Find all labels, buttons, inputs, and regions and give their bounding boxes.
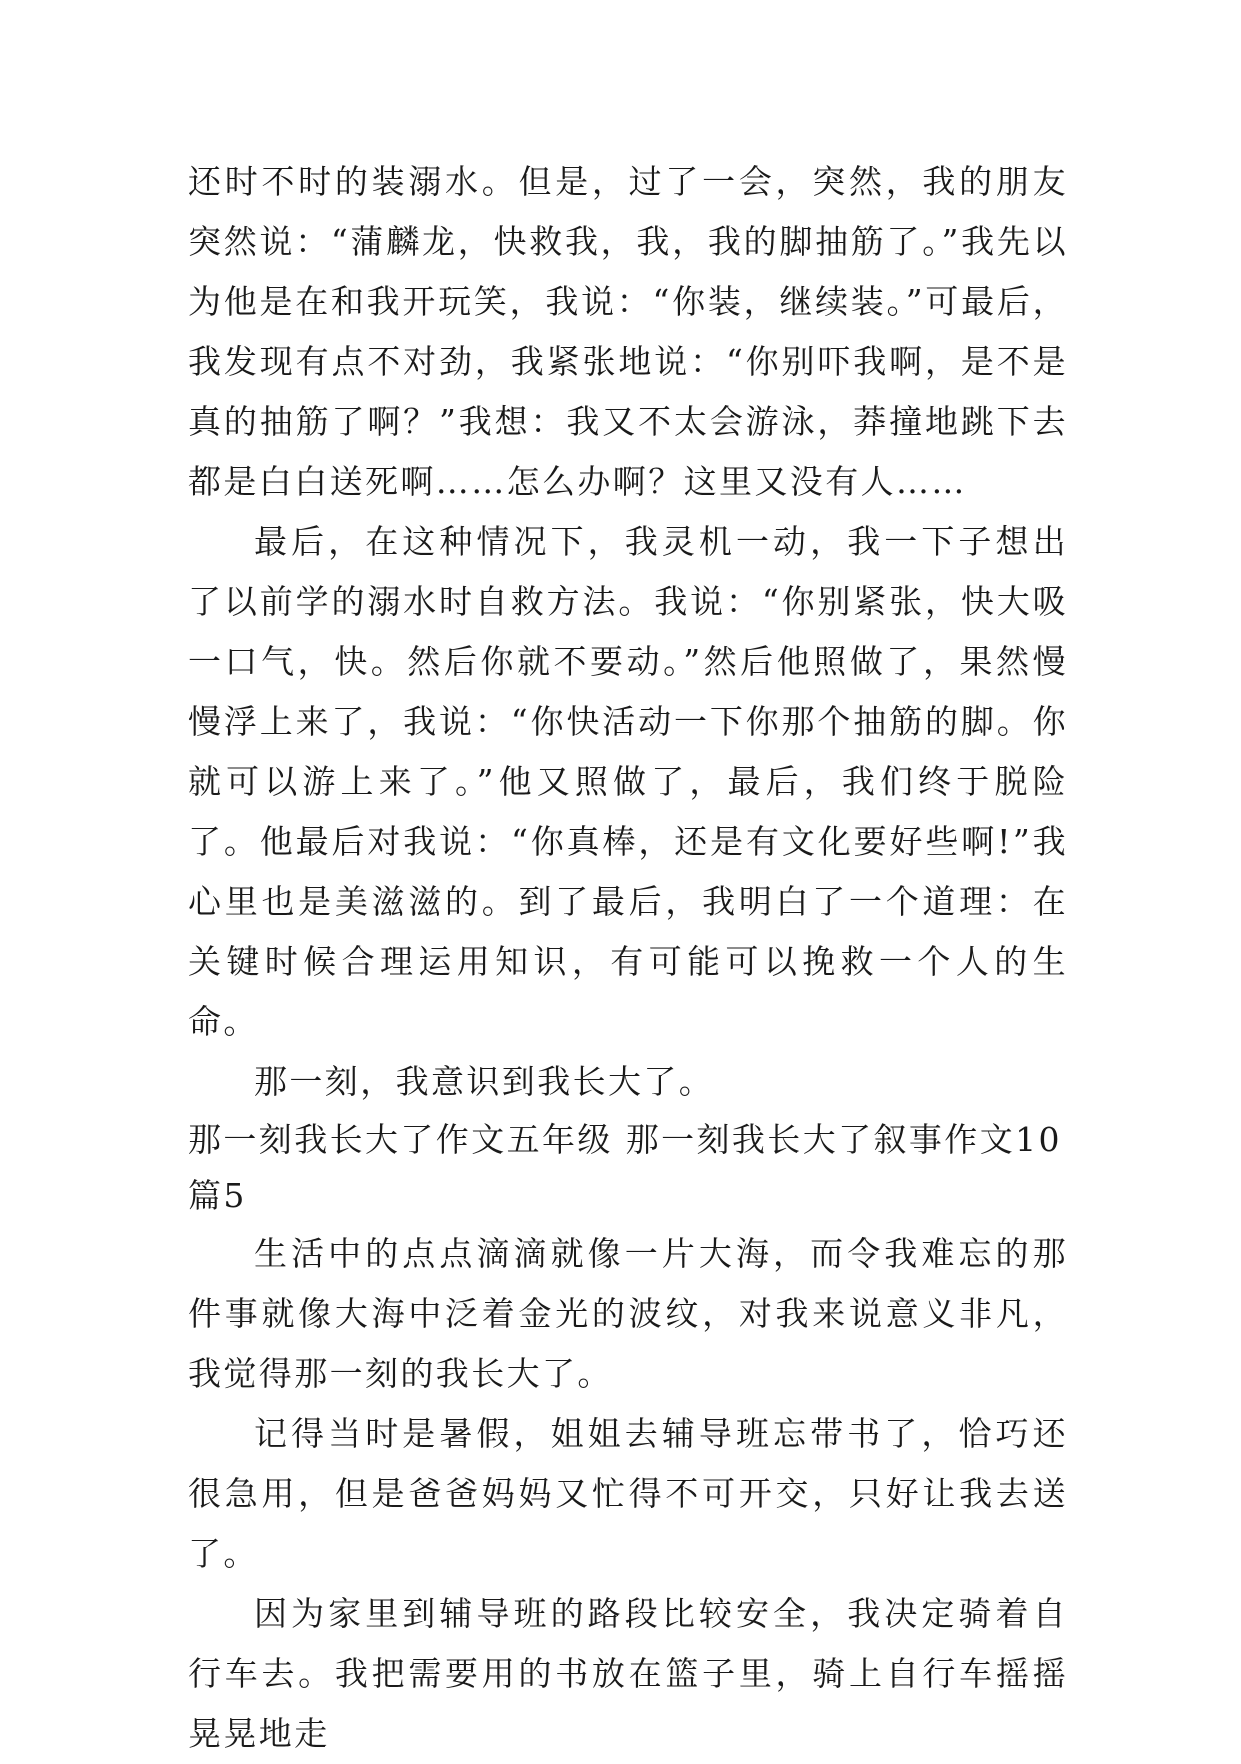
paragraph-summer-vacation: 记得当时是暑假，姐姐去辅导班忘带书了，恰巧还很急用，但是爸爸妈妈又忙得不可开交，只好让我去送了。 [188,1414,1068,1573]
paragraph-intro: 生活中的点点滴滴就像一片大海，而令我难忘的那件事就像大海中泛着金光的波纹，对我来说意义非凡，我觉得那一刻的我长大了。 [188,1234,1068,1393]
document-body [188,152,1068,1764]
paragraph-self-rescue: 最后，在这种情况下，我灵机一动，我一下子想出了以前学的溺水时自救方法。我说：“你别紧张，快大吸一口气，快。然后你就不要动。”然后他照做了，果然慢慢浮上来了，我说：“你快活动一下你那个抽筋的脚。你就可以游上来了。”他又照做了，最后，我们终于脱险了。他最后对我说：“你真棒，还是有文化要好些啊!”我心里也是美滋滋的。到了最后，我明白了一个道理：在关键时候合理运用知识，有可能可以挽救一个人的生命。 [188,522,1068,1041]
paragraph-bicycle: 因为家里到辅导班的路段比较安全，我决定骑着自行车去。我把需要用的书放在篮子里，骑上自行车摇摇晃晃地走 [188,1594,1068,1753]
paragraph-realization: 那一刻，我意识到我长大了。 [254,1062,715,1101]
essay-heading: 那一刻我长大了作文五年级 那一刻我长大了叙事作文10篇5 [188,1120,1062,1215]
paragraph-rescue-story-start: 还时不时的装溺水。但是，过了一会，突然，我的朋友突然说：“蒲麟龙，快救我，我，我的脚抽筋了。”我先以为他是在和我开玩笑，我说：“你装，继续装。”可最后，我发现有点不对劲，我紧张地说：“你别吓我啊，是不是真的抽筋了啊？”我想：我又不太会游泳，莽撞地跳下去都是白白送死啊……怎么办啊？这里又没有人…… [188,162,1068,501]
